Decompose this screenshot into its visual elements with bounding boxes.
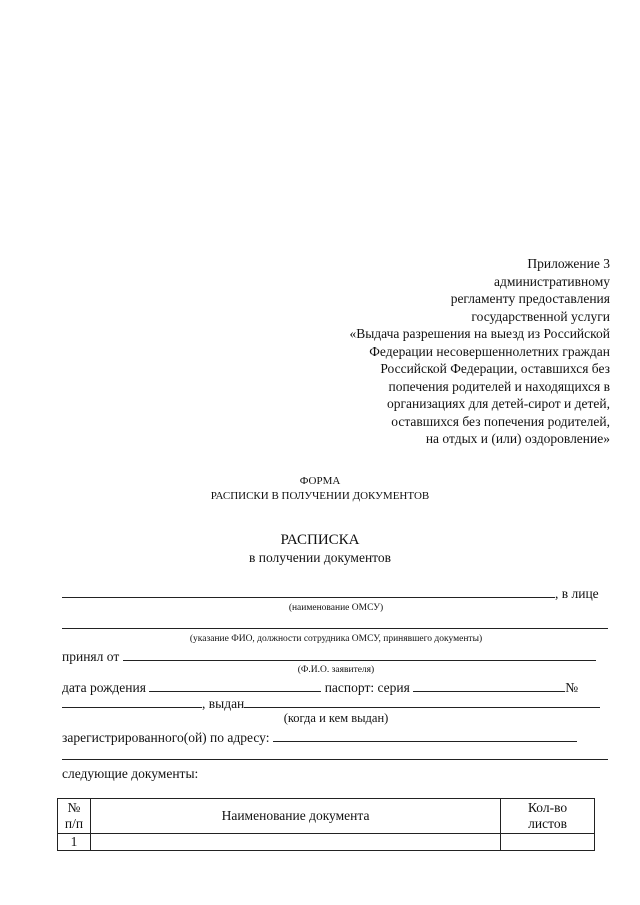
issued-caption: (когда и кем выдан) xyxy=(283,711,389,725)
omsu-name-blank[interactable] xyxy=(62,585,555,598)
row-sheets[interactable] xyxy=(501,834,595,851)
issued-line xyxy=(62,695,610,712)
birth-passport-line xyxy=(62,679,610,696)
header-number xyxy=(58,799,91,834)
row-number: 1 xyxy=(58,834,91,851)
form-heading-line2: РАСПИСКИ В ПОЛУЧЕНИИ ДОКУМЕНТОВ xyxy=(210,490,430,502)
address-line xyxy=(62,729,610,746)
table-row xyxy=(58,834,595,851)
following-docs-label: следующие документы: xyxy=(62,766,199,781)
header-sheets xyxy=(501,799,595,834)
appendix-line: организациях для детей-сирот и детей, xyxy=(386,396,610,411)
appendix-line: «Выдача разрешения на выезд из Российской xyxy=(349,326,610,341)
form-heading-line1: ФОРМА xyxy=(299,475,341,487)
address-continuation-line xyxy=(62,747,610,764)
address-blank[interactable] xyxy=(273,729,577,742)
appendix-line: регламенту предоставления xyxy=(450,291,610,306)
employee-blank[interactable] xyxy=(62,616,608,629)
appendix-line: оставшихся без попечения родителей, xyxy=(391,413,610,429)
appendix-block xyxy=(190,255,610,448)
header-sheets-line2: листов xyxy=(528,816,567,831)
in-person-suffix: , в лице xyxy=(555,586,599,601)
registered-label: зарегистрированного(ой) по адресу: xyxy=(62,730,270,745)
receipt-subtitle: в получении документов xyxy=(248,550,392,565)
appendix-line: Федерации несовершеннолетних граждан xyxy=(369,343,610,359)
omsu-line xyxy=(62,585,610,602)
passport-label: паспорт: серия xyxy=(324,680,410,695)
received-from-label: принял от xyxy=(62,649,120,664)
passport-number-blank[interactable] xyxy=(62,695,202,708)
appendix-line: Приложение 3 xyxy=(527,256,610,271)
employee-caption: (указание ФИО, должности сотрудника ОМСУ, принявшего документы) xyxy=(189,634,483,644)
applicant-blank[interactable] xyxy=(123,648,596,661)
documents-table xyxy=(57,798,595,851)
applicant-caption: (Ф.И.О. заявителя) xyxy=(297,665,375,675)
employee-line xyxy=(62,616,610,633)
header-document-name: Наименование документа xyxy=(90,799,500,834)
form-heading xyxy=(0,474,640,504)
row-document-name[interactable] xyxy=(90,834,500,851)
number-sign: № xyxy=(565,680,579,695)
appendix-line: на отдых и (или) оздоровление» xyxy=(425,431,610,446)
header-sheets-line1: Кол-во xyxy=(527,800,568,815)
birth-date-label: дата рождения xyxy=(62,680,146,695)
received-from-line xyxy=(62,648,610,665)
following-docs-line xyxy=(62,765,610,782)
header-number-line1: № xyxy=(67,800,81,815)
appendix-line: Российской Федерации, оставшихся без xyxy=(380,361,610,376)
omsu-caption: (наименование ОМСУ) xyxy=(288,603,384,613)
issued-label: , выдан xyxy=(202,696,245,711)
passport-series-blank[interactable] xyxy=(413,679,565,692)
header-number-line2: п/п xyxy=(64,816,84,831)
receipt-title: РАСПИСКА xyxy=(280,532,360,548)
address-continuation-blank[interactable] xyxy=(62,747,608,760)
appendix-line: попечения родителей и находящихся в xyxy=(388,378,610,394)
table-header-row xyxy=(58,799,595,834)
appendix-line: административному xyxy=(493,273,610,289)
appendix-line: государственной услуги xyxy=(471,308,610,324)
issued-blank[interactable] xyxy=(244,695,600,708)
birth-date-blank[interactable] xyxy=(149,679,321,692)
